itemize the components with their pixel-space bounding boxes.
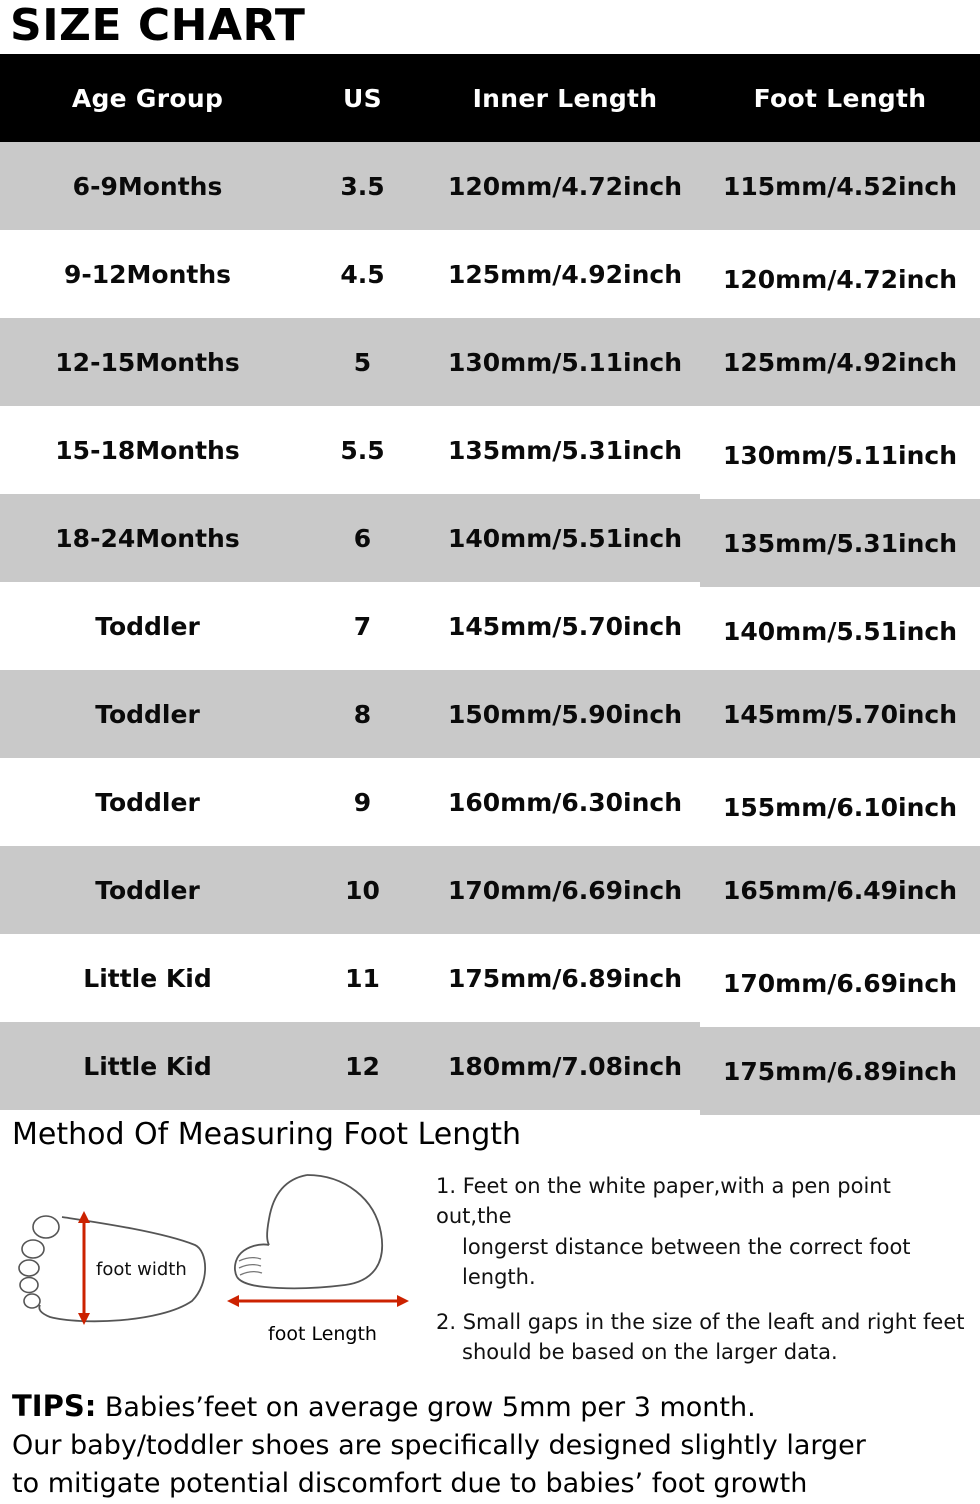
cell-foot-length: 115mm/4.52inch (722, 171, 958, 201)
cell-us: 6 (353, 523, 372, 553)
cell-inner-length: 120mm/4.72inch (447, 171, 683, 201)
table-body (0, 142, 980, 1110)
cell-us: 9 (353, 787, 372, 817)
page-title: SIZE CHART (10, 0, 306, 51)
instruction-step-1-line-2: longerst distance between the correct foot length. (462, 1234, 911, 1290)
measuring-instructions (430, 1155, 972, 1382)
cell-us: 8 (353, 699, 372, 729)
cell-us: 7 (353, 611, 372, 641)
table-row (0, 670, 980, 758)
table-header-row (0, 54, 980, 142)
cell-age-group: Little Kid (83, 963, 212, 993)
cell-us: 3.5 (340, 171, 385, 201)
cell-inner-length: 170mm/6.69inch (447, 875, 683, 905)
instruction-step-2-line-1: 2. Small gaps in the size of the leaft and right feet (436, 1309, 965, 1334)
table-row (0, 230, 980, 318)
cell-age-group: 6-9Months (72, 171, 223, 201)
column-header-foot-length: Foot Length (753, 83, 927, 113)
cell-age-group: 15-18Months (55, 435, 240, 465)
cell-inner-length: 160mm/6.30inch (447, 787, 683, 817)
cell-age-group: 9-12Months (63, 259, 232, 289)
column-header-age-group: Age Group (71, 83, 224, 113)
instruction-step-1-line-1: 1. Feet on the white paper,with a pen point out,the (436, 1174, 891, 1229)
cell-foot-length: 170mm/6.69inch (722, 968, 958, 998)
cell-age-group: 18-24Months (55, 523, 240, 553)
tips-line-3: to mitigate potential discomfort due to babies’ foot growth (12, 1468, 808, 1500)
tips-line-1 (12, 1386, 980, 1427)
cell-us: 11 (345, 963, 380, 993)
cell-us: 5 (353, 347, 372, 377)
cell-foot-length: 145mm/5.70inch (722, 699, 958, 729)
instruction-step-2 (436, 1307, 972, 1368)
cell-us: 4.5 (340, 259, 385, 289)
table-row (0, 758, 980, 846)
tips-section (0, 1382, 980, 1504)
table-header (0, 54, 980, 142)
tips-line-2: Our baby/toddler shoes are specifically designed slightly larger (12, 1429, 866, 1461)
table-row (0, 582, 980, 670)
foot-width-diagram-icon (10, 1205, 215, 1345)
cell-inner-length: 180mm/7.08inch (447, 1051, 683, 1081)
method-heading: Method Of Measuring Foot Length (12, 1117, 522, 1152)
table-row (0, 494, 980, 582)
cell-inner-length: 145mm/5.70inch (447, 611, 683, 641)
cell-inner-length: 140mm/5.51inch (447, 523, 683, 553)
cell-us: 12 (345, 1051, 380, 1081)
cell-age-group: 12-15Months (55, 347, 240, 377)
cell-us: 10 (345, 875, 380, 905)
cell-foot-length: 130mm/5.11inch (722, 440, 958, 470)
table-row (0, 1022, 980, 1110)
table-row (0, 846, 980, 934)
cell-age-group: Little Kid (83, 1051, 212, 1081)
table-row (0, 142, 980, 230)
cell-age-group: Toddler (95, 875, 200, 905)
cell-age-group: Toddler (95, 699, 200, 729)
foot-length-label: foot Length (268, 1323, 377, 1345)
cell-foot-length: 125mm/4.92inch (722, 347, 958, 377)
cell-foot-length: 175mm/6.89inch (722, 1056, 958, 1086)
cell-foot-length: 135mm/5.31inch (722, 528, 958, 558)
cell-age-group: Toddler (95, 787, 200, 817)
cell-inner-length: 130mm/5.11inch (447, 347, 683, 377)
cell-inner-length: 150mm/5.90inch (447, 699, 683, 729)
cell-inner-length: 175mm/6.89inch (447, 963, 683, 993)
cell-foot-length: 165mm/6.49inch (722, 875, 958, 905)
instruction-step-2-line-2: should be based on the larger data. (462, 1340, 838, 1365)
table-row (0, 934, 980, 1022)
foot-length-diagram-icon (225, 1169, 420, 1319)
cell-inner-length: 125mm/4.92inch (447, 259, 683, 289)
cell-foot-length: 140mm/5.51inch (722, 616, 958, 646)
column-header-us: US (343, 83, 382, 113)
column-header-inner-length: Inner Length (472, 83, 658, 113)
tips-label: TIPS: (12, 1388, 97, 1423)
cell-us: 5.5 (340, 435, 385, 465)
cell-age-group: Toddler (95, 611, 200, 641)
method-section (0, 1153, 980, 1382)
instruction-step-1 (436, 1171, 972, 1293)
tips-text-1: Babies’feet on average grow 5mm per 3 month. (104, 1391, 756, 1423)
cell-foot-length: 120mm/4.72inch (722, 264, 958, 294)
cell-foot-length: 155mm/6.10inch (722, 792, 958, 822)
foot-length-diagram (225, 1169, 420, 1345)
size-chart-table (0, 54, 980, 1110)
table-row (0, 318, 980, 406)
table-row (0, 406, 980, 494)
cell-inner-length: 135mm/5.31inch (447, 435, 683, 465)
foot-diagrams (10, 1155, 430, 1345)
foot-width-label: foot width (96, 1259, 187, 1280)
